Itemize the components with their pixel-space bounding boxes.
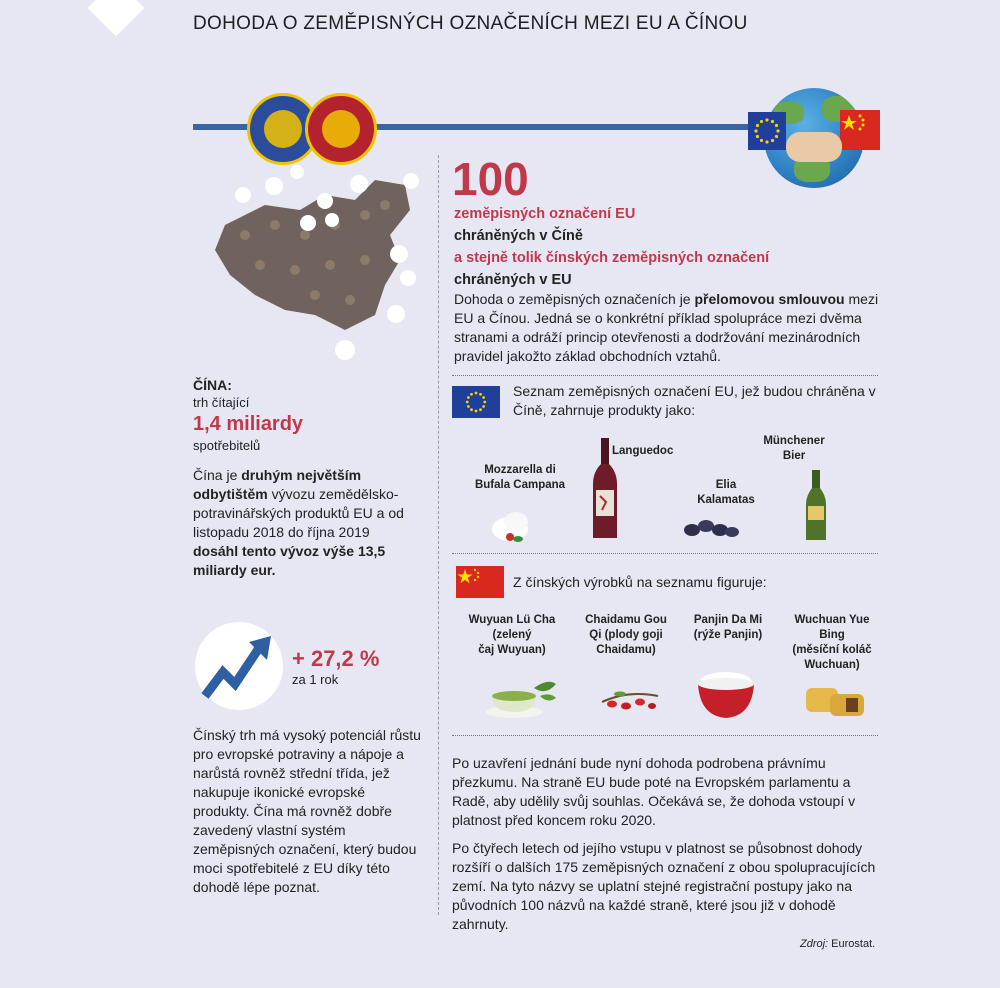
- wine-bottle-icon: [590, 438, 620, 545]
- goji-berries-icon: [598, 684, 662, 719]
- china-market-block: [193, 377, 423, 455]
- product-label: Wuyuan Lü Cha: [468, 614, 556, 626]
- headline-line: zeměpisných označení EU: [454, 206, 636, 222]
- product-label: Wuchuan Yue Bing: [794, 614, 870, 641]
- product-label: Münchener: [763, 435, 825, 447]
- next-steps-paragraph-2: Po čtyřech letech od jejího vstupu v platnost se působnost dohody rozšíří o dalších 175 zeměpisných označení z obou spolupracujících zemí. Na tyto názvy se uplatní stejné registrační postupy jako na původních 100 názvů na každé straně, které jsou již v dohodě zahrnuty.: [452, 840, 876, 932]
- product-goji-berries: [582, 613, 670, 658]
- product-label: Qi (plody goji: [589, 629, 663, 641]
- product-munchener-bier: [760, 434, 828, 464]
- china-flag-icon: [456, 566, 504, 598]
- cn-list-intro: Z čínských výrobků na seznamu figuruje:: [513, 574, 767, 590]
- eu-flag-icon: [748, 112, 786, 150]
- section-divider: [452, 735, 878, 736]
- product-label: Wuchuan): [804, 659, 860, 671]
- headline-text: [454, 203, 769, 291]
- text: Čína je: [193, 467, 242, 483]
- growth-chart-icon: [195, 622, 283, 710]
- product-label: Elia: [715, 479, 737, 491]
- china-line1: trh čítající: [193, 395, 250, 410]
- china-export-paragraph: [193, 466, 418, 580]
- page-title: DOHODA O ZEMĚPISNÝCH OZNAČENÍCH MEZI EU A ČÍNOU: [193, 13, 748, 34]
- headline-line: chráněných v EU: [454, 272, 572, 288]
- product-label: Kalamatas: [697, 494, 755, 506]
- china-consumers-value: 1,4 miliardy: [193, 413, 304, 435]
- china-people-map: [205, 165, 425, 365]
- eu-flag-icon: [452, 386, 500, 418]
- product-kalamata: [690, 478, 762, 508]
- section-divider: [452, 375, 878, 376]
- product-label: Chaidamu): [596, 644, 656, 656]
- china-label: ČÍNA:: [193, 377, 232, 393]
- product-mooncake: [782, 613, 882, 673]
- headline-number: 100: [452, 153, 529, 205]
- intro-paragraph: [454, 290, 882, 366]
- bold-text: přelomovou smlouvou: [694, 291, 845, 307]
- section-divider: [452, 553, 878, 554]
- source-note: [800, 938, 875, 950]
- product-label: Mozzarella di: [484, 464, 556, 476]
- next-steps-paragraph-1: Po uzavření jednání bude nyní dohoda podrobena právnímu přezkumu. Na straně EU bude poté na Evropském parlamentu a Radě, aby udělily svůj souhlas. Očekává se, že dohoda vstoupí v platnost před koncem roku 2020.: [452, 755, 856, 828]
- product-label: Bufala Campana: [474, 479, 566, 491]
- text: mezi EU a Čínou. Jedná se o konkrétní příklad spolupráce mezi dvěma stranami a odráží princip otevřenosti a dodržování mezinárodních pravidel jakožto základ obchodních vztahů.: [454, 291, 879, 364]
- product-label: Chaidamu Gou: [585, 614, 667, 626]
- olives-icon: [682, 514, 740, 545]
- column-divider: [438, 155, 439, 915]
- mooncake-icon: [804, 680, 868, 725]
- text: vývozu zemědělsko-potravinářských produktů EU a od listopadu 2018 do října 2019: [193, 486, 404, 540]
- product-wuyuan-tea: [466, 613, 558, 658]
- rice-bowl-icon: [694, 664, 758, 725]
- text: Dohoda o zeměpisných označeních je: [454, 291, 695, 307]
- china-flag-icon: [840, 110, 880, 150]
- tea-cup-icon: [484, 674, 560, 725]
- product-label: Bier: [782, 450, 806, 462]
- pdo-seal-icon: [305, 93, 377, 165]
- product-label: (měsíční koláč: [792, 644, 872, 656]
- market-paragraph: Čínský trh má vysoký potenciál růstu pro evropské potraviny a nápoje a narůstá rovněž střední třída, jež nakupuje ikonické evropské produkty. Čína má rovněž dobře zavedený vlastní systém zeměpisných označení, který budou moci spotřebitelé z EU díky této dohodě lépe poznat.: [193, 727, 421, 895]
- bold-text: dosáhl tento vývoz výše 13,5 miliardy eur.: [193, 543, 386, 578]
- product-label: čaj Wuyuan): [478, 644, 546, 656]
- product-mozzarella: [470, 463, 570, 493]
- mozzarella-icon: [488, 505, 538, 550]
- product-languedoc: [612, 444, 672, 459]
- growth-period: za 1 rok: [292, 672, 339, 687]
- product-panjin-rice: [690, 613, 766, 643]
- bold-text: druhým největším odbytištěm: [193, 467, 362, 502]
- headline-line: a stejně tolik čínských zeměpisných označení: [454, 250, 770, 266]
- china-line2: spotřebitelů: [193, 438, 261, 453]
- headline-line: chráněných v Číně: [454, 228, 583, 244]
- growth-value: + 27,2 %: [292, 646, 380, 671]
- product-label: Languedoc: [612, 445, 674, 457]
- beer-bottle-icon: [804, 470, 828, 547]
- source-label: Zdroj:: [800, 938, 829, 950]
- source-value: Eurostat.: [828, 938, 876, 950]
- product-label: (rýže Panjin): [693, 629, 763, 641]
- eu-list-intro: Seznam zeměpisných označení EU, jež budou chráněna v Číně, zahrnuje produkty jako:: [513, 383, 876, 418]
- handshake-icon: [786, 132, 842, 162]
- product-label: (zelený: [492, 629, 532, 641]
- corner-decoration: [88, 0, 145, 36]
- product-label: Panjin Da Mi: [693, 614, 763, 626]
